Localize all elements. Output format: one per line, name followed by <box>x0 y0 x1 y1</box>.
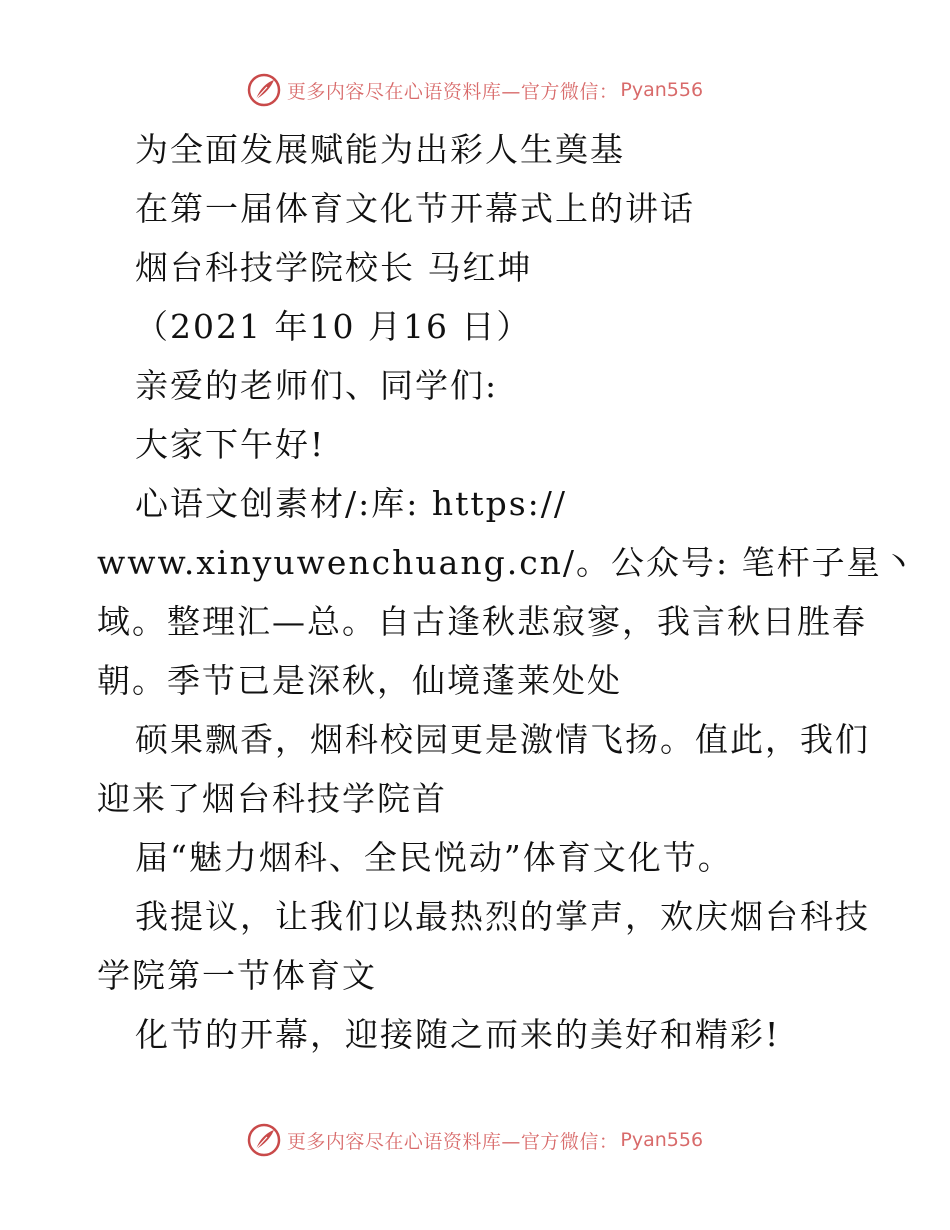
watermark-text: 更多内容尽在心语资料库—官方微信： <box>286 1130 619 1153</box>
watermark-text: 更多内容尽在心语资料库—官方微信： <box>286 80 619 103</box>
watermark-wechat-id: Pyan556 <box>620 79 704 101</box>
doc-paragraph-line: 硕果飘香，烟科校园更是激情飞扬。值此，我们 <box>135 720 870 759</box>
watermark-wechat-id: Pyan556 <box>620 1129 704 1151</box>
doc-title: 为全面发展赋能为出彩人生奠基 <box>135 130 625 169</box>
doc-paragraph-line: 心语文创素材/:库: https:// <box>135 484 568 523</box>
doc-author: 烟台科技学院校长 马红坤 <box>135 248 533 287</box>
doc-salutation: 亲爱的老师们、同学们: <box>135 366 499 405</box>
doc-paragraph-line: www.xinyuwenchuang.cn/。公众号: 笔杆子星丶 <box>97 543 917 582</box>
feather-pen-logo-icon <box>247 1123 281 1157</box>
header-watermark <box>0 70 950 110</box>
feather-pen-logo-icon <box>247 73 281 107</box>
doc-paragraph-line: 迎来了烟台科技学院首 <box>97 779 447 818</box>
doc-paragraph-line: 届“魅力烟科、全民悦动”体育文化节。 <box>135 838 733 877</box>
doc-subtitle: 在第一届体育文化节开幕式上的讲话 <box>135 189 695 228</box>
document-body <box>97 120 917 1064</box>
doc-paragraph-line: 域。整理汇—总。自古逢秋悲寂寥，我言秋日胜春 <box>97 602 867 641</box>
doc-paragraph-line: 化节的开幕，迎接随之而来的美好和精彩! <box>135 1015 781 1054</box>
footer-watermark <box>0 1120 950 1160</box>
doc-paragraph-line: 朝。季节已是深秋，仙境蓬莱处处 <box>97 661 622 700</box>
doc-date: （2021 年10 月16 日） <box>135 307 532 346</box>
doc-greeting: 大家下午好! <box>135 425 326 464</box>
doc-paragraph-line: 学院第一节体育文 <box>97 956 377 995</box>
doc-paragraph-line: 我提议，让我们以最热烈的掌声，欢庆烟台科技 <box>135 897 870 936</box>
